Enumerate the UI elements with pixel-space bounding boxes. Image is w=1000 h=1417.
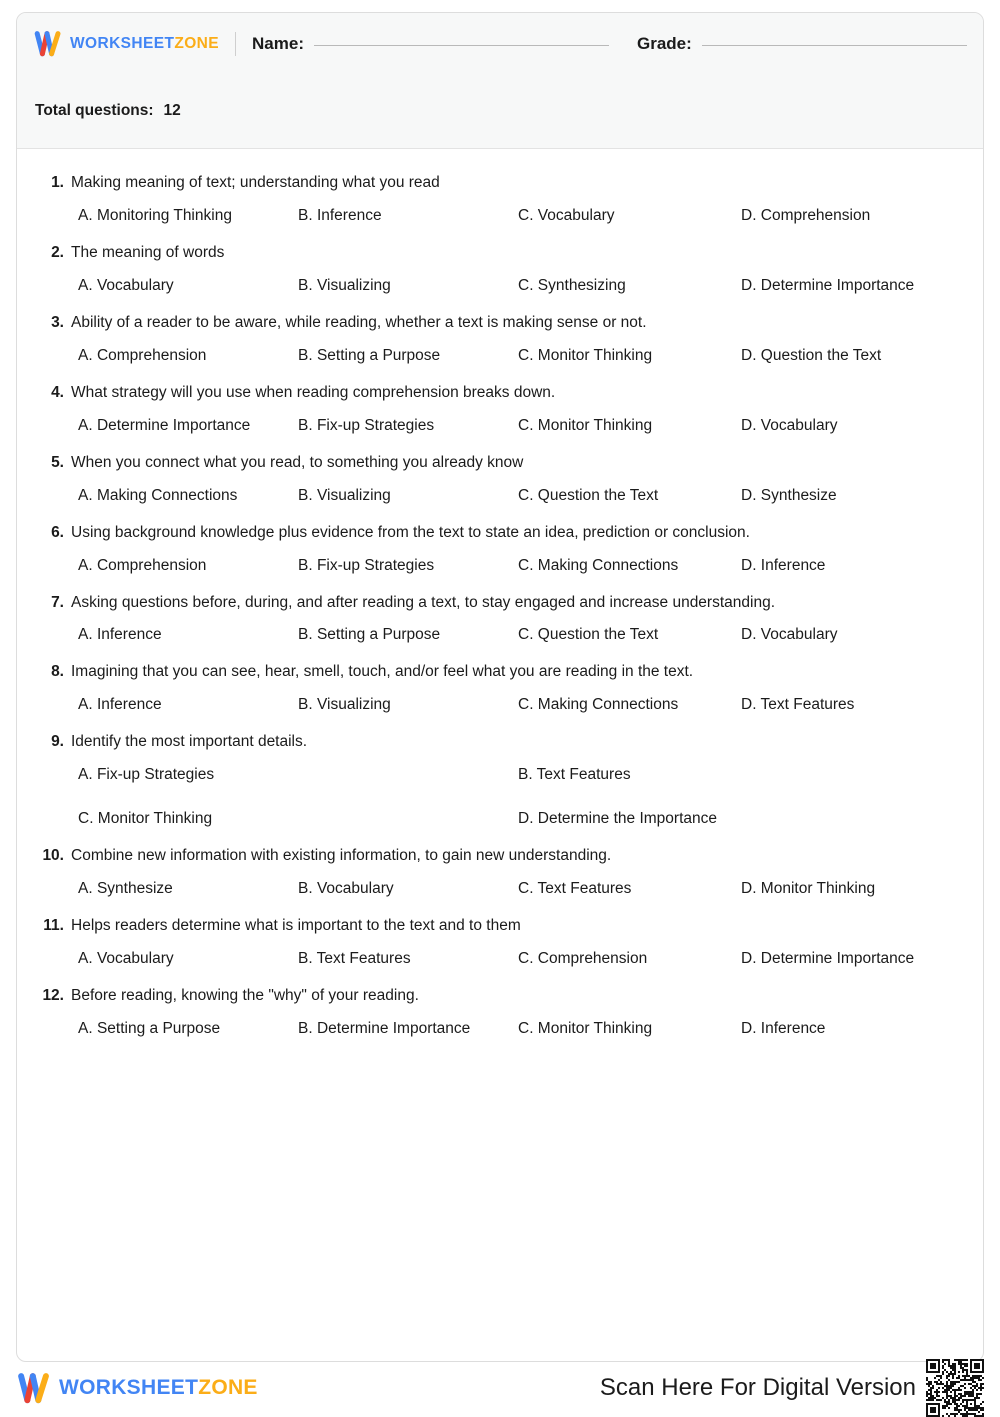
answer-option[interactable]: C. Monitor Thinking: [518, 416, 653, 434]
answer-option[interactable]: C. Question the Text: [518, 626, 659, 644]
question-options: [35, 626, 965, 644]
footer-brand-logo: [16, 1373, 258, 1404]
question-head: [35, 662, 965, 683]
question-text: Making meaning of text; understanding what you read: [71, 174, 440, 191]
grade-field[interactable]: [637, 34, 967, 54]
question-item: [35, 593, 965, 645]
answer-option[interactable]: B. Text Features: [518, 766, 631, 784]
answer-option[interactable]: A. Making Connections: [78, 486, 238, 504]
question-item: [35, 313, 965, 365]
name-field-writing-line[interactable]: [314, 45, 609, 46]
question-text: The meaning of words: [71, 243, 225, 261]
answer-option[interactable]: A. Vocabulary: [78, 276, 174, 294]
question-options: [35, 557, 965, 575]
question-head: [35, 173, 965, 194]
question-options: [35, 950, 965, 968]
question-number: 1.: [51, 174, 64, 191]
question-options: [35, 1020, 965, 1038]
question-item: [35, 846, 965, 898]
question-head: [35, 916, 965, 937]
question-head: [35, 986, 965, 1007]
question-options: [35, 766, 965, 828]
header-top-row: [33, 13, 967, 75]
questions-list: [17, 149, 983, 1038]
answer-option[interactable]: D. Vocabulary: [741, 416, 838, 434]
brand-text-zone: ZONE: [198, 1376, 258, 1399]
header-brand-logo: [33, 31, 219, 57]
answer-option[interactable]: B. Fix-up Strategies: [298, 556, 435, 574]
answer-option[interactable]: A. Determine Importance: [78, 416, 251, 434]
scan-here-text: Scan Here For Digital Version: [599, 1374, 916, 1401]
question-text: Helps readers determine what is important to the text and to them: [71, 917, 521, 935]
question-head: [35, 593, 965, 614]
question-number: 7.: [51, 593, 64, 611]
answer-option[interactable]: A. Setting a Purpose: [78, 1020, 221, 1038]
question-number: 4.: [51, 383, 64, 401]
answer-option[interactable]: A. Comprehension: [78, 346, 207, 364]
answer-option[interactable]: C. Text Features: [518, 880, 632, 898]
grade-field-label: Grade:: [637, 34, 692, 53]
question-text: When you connect what you read, to something you already know: [71, 453, 524, 471]
worksheet-zone-w-mark-icon: [16, 1373, 52, 1404]
answer-option[interactable]: D. Comprehension: [741, 206, 871, 224]
total-questions-label: Total questions:: [35, 102, 154, 119]
answer-option[interactable]: C. Making Connections: [518, 556, 679, 574]
answer-option[interactable]: A. Inference: [78, 626, 162, 644]
worksheet-header: [17, 13, 983, 149]
question-item: [35, 383, 965, 435]
answer-option[interactable]: A. Fix-up Strategies: [78, 766, 215, 784]
worksheet-zone-w-mark-icon: [33, 31, 63, 57]
answer-option[interactable]: D. Vocabulary: [741, 626, 838, 644]
answer-option[interactable]: A. Inference: [78, 696, 162, 714]
qr-code-icon[interactable]: [926, 1359, 984, 1417]
question-options: [35, 207, 965, 225]
answer-option[interactable]: B. Visualizing: [298, 276, 391, 294]
answer-option[interactable]: B. Inference: [298, 206, 382, 224]
answer-option[interactable]: D. Determine the Importance: [518, 810, 718, 828]
question-number: 8.: [51, 663, 64, 681]
header-divider: [235, 32, 236, 56]
question-text: Identify the most important details.: [71, 733, 308, 751]
answer-option[interactable]: A. Synthesize: [78, 880, 173, 898]
answer-option[interactable]: C. Question the Text: [518, 486, 659, 504]
question-item: [35, 986, 965, 1038]
answer-option[interactable]: B. Setting a Purpose: [298, 626, 441, 644]
question-item: [35, 662, 965, 714]
question-number: 9.: [51, 733, 64, 751]
question-text: Ability of a reader to be aware, while reading, whether a text is making sense or not.: [71, 313, 647, 331]
question-text: Combine new information with existing information, to gain new understanding.: [71, 847, 612, 865]
question-options: [35, 696, 965, 714]
question-number: 10.: [42, 847, 64, 865]
answer-option[interactable]: B. Fix-up Strategies: [298, 416, 435, 434]
answer-option[interactable]: D. Text Features: [741, 696, 855, 714]
question-head: [35, 732, 965, 753]
answer-option[interactable]: D. Inference: [741, 556, 826, 574]
question-item: [35, 916, 965, 968]
question-text: Using background knowledge plus evidence from the text to state an idea, prediction or conclusion.: [71, 523, 750, 541]
question-item: [35, 243, 965, 295]
question-item: [35, 732, 965, 828]
answer-option[interactable]: D. Synthesize: [741, 486, 837, 504]
answer-option[interactable]: C. Monitor Thinking: [518, 346, 653, 364]
total-questions: [35, 102, 181, 120]
answer-option[interactable]: D. Monitor Thinking: [741, 880, 876, 898]
answer-option[interactable]: D. Determine Importance: [741, 276, 915, 294]
answer-option[interactable]: B. Visualizing: [298, 486, 391, 504]
worksheet-card: [16, 12, 984, 1362]
question-item: [35, 453, 965, 505]
answer-option[interactable]: D. Inference: [741, 1020, 826, 1038]
answer-option[interactable]: A. Monitoring Thinking: [78, 206, 232, 224]
question-item: [35, 523, 965, 575]
question-options: [35, 487, 965, 505]
question-options: [35, 880, 965, 898]
answer-option[interactable]: C. Making Connections: [518, 696, 679, 714]
footer-brand-text: [59, 1376, 258, 1400]
question-head: [35, 383, 965, 404]
question-options: [35, 417, 965, 435]
answer-option[interactable]: B. Text Features: [298, 950, 411, 968]
question-options: [35, 347, 965, 365]
answer-option[interactable]: D. Question the Text: [741, 346, 882, 364]
question-number: 3.: [51, 313, 64, 331]
question-text: Imagining that you can see, hear, smell, touch, and/or feel what you are reading in the text.: [71, 663, 694, 681]
answer-option[interactable]: C. Synthesizing: [518, 276, 626, 294]
name-field-label: Name:: [252, 34, 304, 53]
question-text: Asking questions before, during, and after reading a text, to stay engaged and increase understanding.: [71, 593, 776, 611]
question-head: [35, 243, 965, 264]
question-number: 5.: [51, 453, 64, 471]
answer-option[interactable]: C. Vocabulary: [518, 206, 615, 224]
question-number: 6.: [51, 523, 64, 541]
answer-option[interactable]: A. Vocabulary: [78, 950, 174, 968]
brand-text-zone: ZONE: [174, 35, 220, 52]
answer-option[interactable]: C. Monitor Thinking: [78, 810, 213, 828]
brand-text-worksheet: WORKSHEET: [70, 35, 175, 52]
worksheet-footer: [16, 1362, 984, 1414]
answer-option[interactable]: D. Determine Importance: [741, 950, 915, 968]
question-head: [35, 846, 965, 867]
question-number: 2.: [51, 243, 64, 261]
brand-text-worksheet: WORKSHEET: [59, 1376, 199, 1399]
question-head: [35, 453, 965, 474]
question-text: Before reading, knowing the "why" of your reading.: [71, 987, 419, 1005]
grade-field-writing-line[interactable]: [702, 45, 967, 46]
answer-option[interactable]: B. Setting a Purpose: [298, 346, 441, 364]
answer-option[interactable]: B. Vocabulary: [298, 880, 394, 898]
answer-option[interactable]: B. Visualizing: [298, 696, 391, 714]
header-bottom-row: [33, 75, 967, 147]
question-head: [35, 523, 965, 544]
name-field[interactable]: [252, 34, 609, 54]
total-questions-count: 12: [163, 102, 181, 119]
question-item: [35, 173, 965, 225]
answer-option[interactable]: C. Comprehension: [518, 950, 648, 968]
answer-option[interactable]: C. Monitor Thinking: [518, 1020, 653, 1038]
question-number: 12.: [42, 987, 64, 1005]
header-brand-text: [70, 35, 219, 53]
question-options: [35, 277, 965, 295]
question-text: What strategy will you use when reading comprehension breaks down.: [71, 383, 556, 401]
question-number: 11.: [43, 917, 64, 935]
answer-option[interactable]: B. Determine Importance: [298, 1020, 471, 1038]
question-head: [35, 313, 965, 334]
answer-option[interactable]: A. Comprehension: [78, 556, 207, 574]
